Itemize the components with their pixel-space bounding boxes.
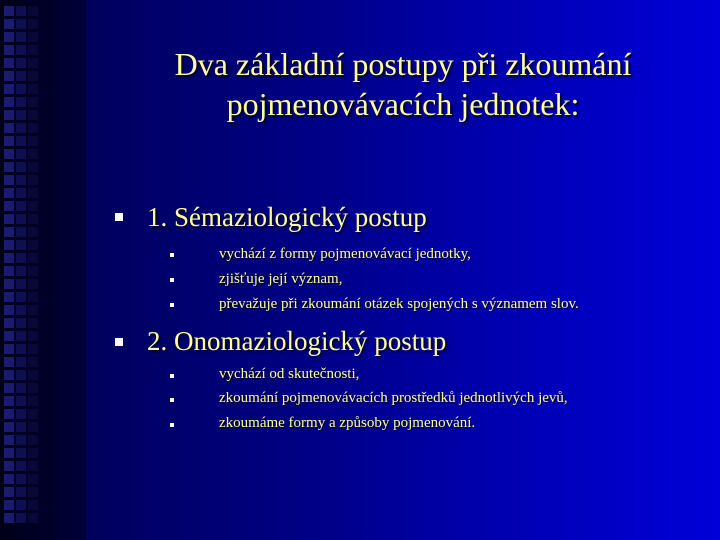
slide-title-line: Dva základní postupy při zkoumání <box>174 46 632 82</box>
small-square-bullet-icon <box>170 423 174 427</box>
section-heading: 2. Onomaziologický postup <box>147 326 447 356</box>
decorative-squares-column <box>28 6 38 526</box>
list-item: převažuje při zkoumání otázek spojených s významem slov. <box>219 296 579 312</box>
decorative-side-strip <box>0 0 86 540</box>
slide-title <box>86 44 720 124</box>
small-square-bullet-icon <box>170 398 174 402</box>
small-square-bullet-icon <box>170 374 174 378</box>
decorative-squares-column <box>4 6 14 526</box>
decorative-squares-column <box>16 6 26 526</box>
list-item: vychází od skutečnosti, <box>219 366 360 382</box>
square-bullet-icon <box>115 213 123 221</box>
list-item: vychází z formy pojmenovávací jednotky, <box>219 246 471 262</box>
list-item: zkoumání pojmenovávacích prostředků jednotlivých jevů, <box>219 390 568 406</box>
square-bullet-icon <box>115 338 123 346</box>
small-square-bullet-icon <box>170 253 174 257</box>
small-square-bullet-icon <box>170 303 174 307</box>
small-square-bullet-icon <box>170 278 174 282</box>
section-heading: 1. Sémaziologický postup <box>147 202 427 232</box>
list-item: zjišťuje její význam, <box>219 271 343 287</box>
slide-title-line: pojmenovávacích jednotek: <box>226 86 580 122</box>
list-item: zkoumáme formy a způsoby pojmenování. <box>219 415 476 431</box>
